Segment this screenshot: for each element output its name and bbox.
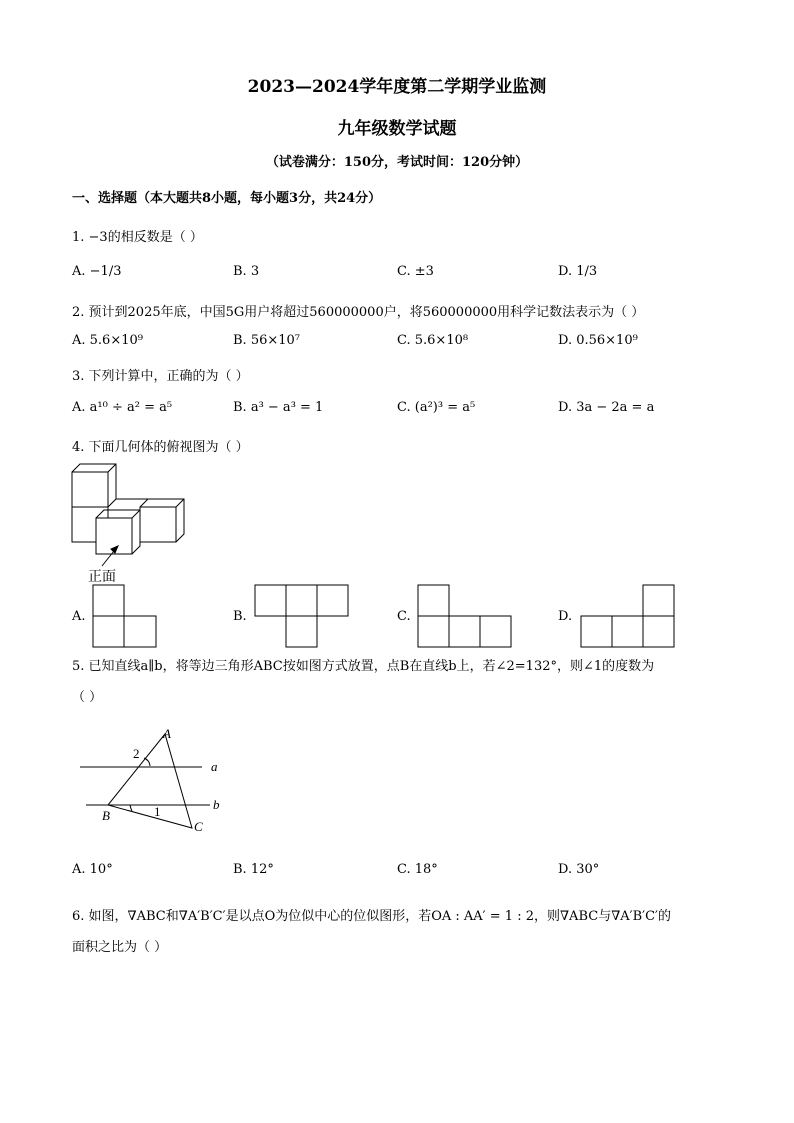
- question-5-stem-cont: （ ）: [72, 690, 103, 705]
- question-2-option-c: C. 5.6×10⁸: [397, 333, 469, 348]
- question-3-stem: 3. 下列计算中，正确的为（ ）: [72, 369, 249, 384]
- question-5-figure: [80, 722, 240, 837]
- question-1-option-a: A. −1/3: [72, 264, 122, 279]
- question-5-option-c: C. 18°: [397, 862, 438, 877]
- question-2-option-a: A. 5.6×10⁹: [72, 333, 143, 348]
- question-4-stem: 4. 下面几何体的俯视图为（ ）: [72, 440, 249, 455]
- exam-subtitle: 九年级数学试题: [337, 119, 457, 139]
- question-1-option-b: B. 3: [233, 264, 260, 279]
- question-2-option-b: B. 56×10⁷: [233, 333, 301, 348]
- vertex-a-label: A: [163, 726, 171, 741]
- question-6-stem: 6. 如图，∇ABC和∇A′B′C′是以点O为位似中心的位似图形，若OA : AA′ = 1 : 2，则∇ABC与∇A′B′C′的: [72, 909, 672, 924]
- front-view-label: 正面: [88, 570, 116, 585]
- exam-title: 2023—2024学年度第二学期学业监测: [247, 77, 547, 97]
- question-4-option-b: B.: [233, 609, 247, 624]
- angle-1-label: 1: [154, 804, 161, 819]
- question-2-stem: 2. 预计到2025年底，中国5G用户将超过560000000户，将560000000用科学记数法表示为（ ）: [72, 305, 645, 320]
- angle-2-label: 2: [133, 746, 140, 761]
- section-heading: 一、选择题（本大题共8小题，每小题3分，共24分）: [72, 191, 382, 206]
- question-3-option-b: B. a³ − a³ = 1: [233, 400, 324, 415]
- option-c-top-view: [417, 584, 513, 648]
- question-5-option-d: D. 30°: [558, 862, 600, 877]
- option-b-top-view: [254, 584, 350, 648]
- question-1-option-c: C. ±3: [397, 264, 434, 279]
- vertex-c-label: C: [194, 819, 203, 834]
- question-5-stem: 5. 已知直线a∥b，将等边三角形ABC按如图方式放置，点B在直线b上，若∠2=132°，则∠1的度数为: [72, 659, 655, 674]
- option-d-top-view: [580, 584, 676, 648]
- line-a-label: a: [211, 759, 218, 774]
- question-3-option-a: A. a¹⁰ ÷ a² = a⁵: [72, 400, 173, 415]
- line-b-label: b: [213, 797, 220, 812]
- exam-info: （试卷满分：150分，考试时间：120分钟）: [265, 155, 529, 170]
- vertex-b-label: B: [102, 808, 110, 823]
- question-4-solid-figure: [70, 462, 195, 586]
- question-6-stem-cont: 面积之比为（ ）: [72, 940, 168, 955]
- question-3-option-d: D. 3a − 2a = a: [558, 400, 655, 415]
- option-a-top-view: [92, 584, 158, 648]
- question-5-option-b: B. 12°: [233, 862, 274, 877]
- question-4-option-c: C.: [397, 609, 411, 624]
- question-3-option-c: C. (a²)³ = a⁵: [397, 400, 476, 415]
- question-1-option-d: D. 1/3: [558, 264, 598, 279]
- question-1-stem: 1. −3的相反数是（ ）: [72, 230, 203, 245]
- question-4-option-d: D.: [558, 609, 573, 624]
- question-5-option-a: A. 10°: [72, 862, 113, 877]
- question-4-option-a: A.: [72, 609, 86, 624]
- question-2-option-d: D. 0.56×10⁹: [558, 333, 638, 348]
